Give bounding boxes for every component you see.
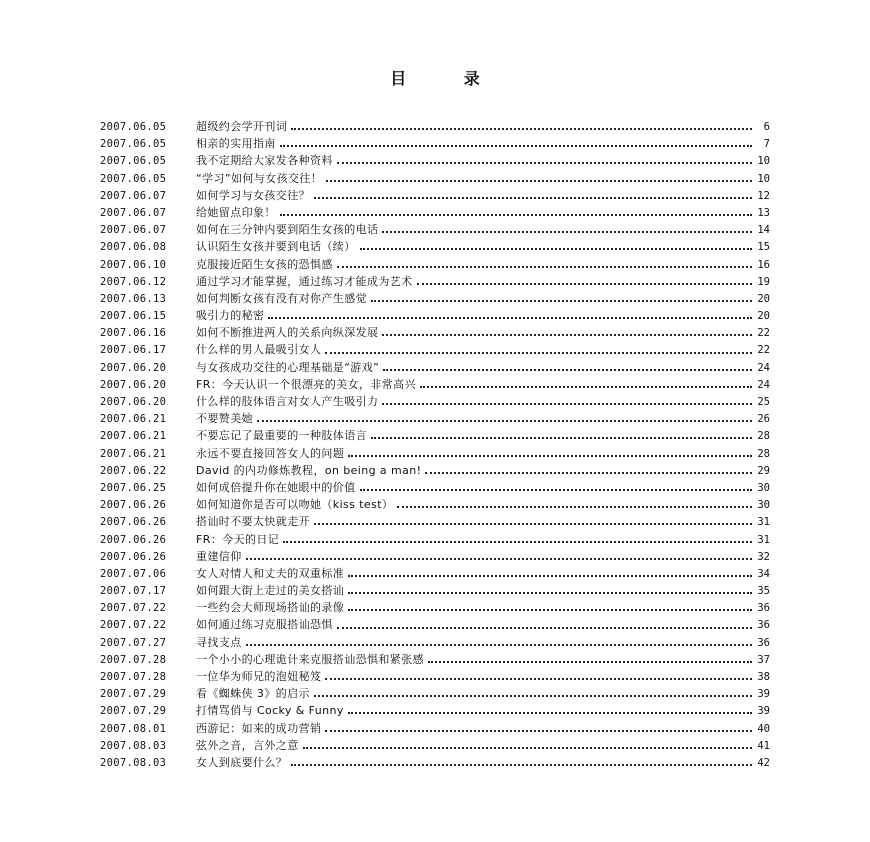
toc-entry-page-number: 12 [757, 189, 770, 202]
dot-leader [326, 171, 752, 182]
toc-entry-page-number: 31 [757, 516, 770, 529]
toc-entry-date: 2007.06.07 [100, 224, 167, 237]
dot-leader [268, 308, 752, 319]
toc-entry-title: 搭讪时不要太快就走开 [196, 515, 310, 529]
toc-entry-page-number: 10 [757, 172, 770, 185]
dot-leader [257, 411, 752, 422]
toc-entry-date: 2007.06.05 [100, 172, 167, 185]
dot-leader [382, 325, 752, 336]
toc-entry [100, 616, 770, 633]
toc-entry [100, 702, 770, 719]
toc-entry-date: 2007.06.10 [100, 258, 167, 271]
toc-entry-page-number: 6 [763, 121, 770, 133]
toc-entry [100, 754, 770, 771]
toc-entry [100, 376, 770, 393]
toc-entry-date: 2007.06.26 [100, 533, 167, 546]
toc-entry-title: 相亲的实用指南 [196, 137, 276, 151]
toc-entry-date: 2007.06.22 [100, 464, 167, 477]
dot-leader [371, 291, 752, 302]
toc-entry-title: 永远不要直接回答女人的问题 [196, 446, 345, 460]
dot-leader [425, 463, 752, 474]
toc-entry-date: 2007.06.05 [100, 138, 167, 151]
toc-entry-page-number: 28 [757, 447, 770, 460]
toc-entry [100, 256, 770, 273]
toc-entry-date: 2007.07.06 [100, 567, 167, 580]
toc-entry-page-number: 24 [757, 378, 770, 391]
toc-entry-date: 2007.06.15 [100, 310, 167, 323]
toc-entry-page-number: 38 [757, 671, 770, 683]
toc-entry-page-number: 13 [757, 206, 770, 219]
dot-leader [420, 377, 752, 388]
toc-entry-date: 2007.06.25 [100, 481, 167, 494]
toc-entry-title: 重建信仰 [196, 549, 242, 563]
toc-entry-page-number: 37 [757, 653, 770, 666]
dot-leader [325, 721, 752, 732]
toc-entry-title: 一位华为师兄的泡妞秘笈 [196, 670, 322, 683]
toc-entry-date: 2007.06.17 [100, 344, 167, 357]
dot-leader [348, 600, 752, 611]
dot-leader [337, 153, 752, 164]
toc-entry-title: 如何通过练习克服搭讪恐惧 [196, 618, 333, 632]
toc-entry-date: 2007.06.26 [100, 499, 167, 512]
dot-leader [360, 239, 752, 250]
toc-entry [100, 720, 770, 737]
dot-leader [417, 274, 752, 285]
toc-entry [100, 565, 770, 582]
dot-leader [348, 446, 752, 457]
toc-entry-title: 女人对情人和丈夫的双重标准 [196, 566, 345, 580]
toc-entry [100, 307, 770, 324]
toc-entry-title: “学习”如何与女孩交往！ [196, 171, 323, 185]
toc-entry-date: 2007.06.07 [100, 206, 167, 219]
toc-entry-page-number: 39 [757, 688, 770, 701]
toc-entry [100, 170, 770, 187]
toc-entry [100, 135, 770, 152]
toc-entry-date: 2007.06.05 [100, 121, 167, 133]
toc-entry-title: 女人到底要什么？ [196, 755, 288, 769]
toc-entry-page-number: 36 [757, 619, 770, 632]
toc-entry-page-number: 28 [757, 430, 770, 443]
toc-entry-title: 看《蜘蛛侠 3》的启示 [196, 687, 310, 701]
toc-entry-title: 什么样的男人最吸引女人 [196, 343, 322, 357]
toc-entry-date: 2007.07.28 [100, 653, 167, 666]
toc-entry [100, 273, 770, 290]
dot-leader [382, 394, 752, 405]
toc-entry-page-number: 25 [757, 396, 770, 408]
toc-entry-title: 如何跟大街上走过的美女搭讪 [196, 584, 345, 598]
dot-leader [291, 755, 752, 766]
toc-entry-page-number: 7 [763, 138, 770, 151]
toc-entry [100, 634, 770, 651]
toc-entry-date: 2007.07.22 [100, 619, 167, 632]
toc-entry-title: 给她留点印象！ [196, 205, 276, 219]
toc-entry-title: 如何在三分钟内要到陌生女孩的电话 [196, 223, 379, 237]
toc-entry [100, 651, 770, 668]
toc-entry-page-number: 20 [757, 310, 770, 323]
toc-entry-page-number: 39 [757, 705, 770, 718]
toc-entry [100, 445, 770, 462]
toc-entry-page-number: 35 [757, 585, 770, 598]
dot-leader [303, 738, 752, 749]
toc-entry-page-number: 29 [757, 464, 770, 477]
toc-entry-title: 克服接近陌生女孩的恐惧感 [196, 257, 333, 271]
toc-entry-date: 2007.06.05 [100, 155, 167, 168]
dot-leader [280, 205, 752, 216]
toc-entry-title: 弦外之音，言外之意 [196, 738, 299, 752]
toc-entry [100, 341, 770, 358]
toc-entry-page-number: 14 [757, 224, 770, 237]
toc-entry-title: 认识陌生女孩并要到电话（续） [196, 240, 356, 254]
toc-entry-page-number: 36 [757, 602, 770, 615]
toc-entry-title: FR：今天认识一个很漂亮的美女，非常高兴 [196, 377, 416, 391]
dot-leader [314, 686, 752, 697]
dot-leader [348, 566, 752, 577]
toc-entry-date: 2007.06.20 [100, 396, 167, 408]
toc-entry [100, 599, 770, 616]
toc-entry-page-number: 26 [757, 413, 770, 426]
toc-entry-date: 2007.06.26 [100, 550, 167, 563]
toc-entry-title: FR：今天的日记 [196, 532, 280, 546]
toc-entry-page-number: 42 [757, 756, 770, 769]
toc-entry [100, 118, 770, 135]
toc-entry [100, 531, 770, 548]
page-title: 目 录 [390, 69, 506, 88]
dot-leader [428, 652, 752, 663]
toc-entry-title: 如何成倍提升你在她眼中的价值 [196, 480, 356, 494]
dot-leader [291, 119, 752, 130]
toc-entry-date: 2007.06.20 [100, 361, 167, 374]
dot-leader [246, 635, 752, 646]
toc-entry [100, 187, 770, 204]
toc-entry-page-number: 31 [757, 533, 770, 546]
toc-entry-date: 2007.06.20 [100, 378, 167, 391]
toc-entry [100, 427, 770, 444]
dot-leader [360, 480, 752, 491]
toc-entry-date: 2007.07.28 [100, 671, 167, 683]
toc-entry [100, 582, 770, 599]
toc-entry-page-number: 30 [757, 481, 770, 494]
toc-entry-date: 2007.07.27 [100, 636, 167, 649]
toc-entry [100, 221, 770, 238]
toc-entry [100, 685, 770, 702]
toc-entry [100, 359, 770, 376]
toc-entry-date: 2007.08.01 [100, 722, 167, 735]
toc-entry-page-number: 32 [757, 550, 770, 563]
toc-entry-title: 与女孩成功交往的心理基础是“游戏” [196, 360, 380, 374]
toc-entry [100, 152, 770, 169]
toc-entry-title: 如何学习与女孩交往？ [196, 188, 310, 202]
toc-entry-page-number: 40 [757, 722, 770, 735]
toc-entry-date: 2007.06.21 [100, 413, 167, 426]
dot-leader [314, 188, 752, 199]
toc-entry-page-number: 10 [757, 155, 770, 168]
toc-entry-title: 不要赞美她 [196, 412, 253, 426]
toc-entry-title: 我不定期给大家发各种资料 [196, 154, 333, 168]
dot-leader [283, 532, 752, 543]
toc-entry-date: 2007.06.12 [100, 275, 167, 288]
toc-entry-date: 2007.07.29 [100, 688, 167, 701]
toc-entry-title: 超级约会学开刊词 [196, 120, 288, 133]
toc-entry-title: 西游记：如来的成功营销 [196, 721, 322, 735]
toc-entry-date: 2007.06.26 [100, 516, 167, 529]
toc-entry [100, 513, 770, 530]
toc-entry-title: 一个小小的心理诡计来克服搭讪恐惧和紧张感 [196, 652, 424, 666]
toc-entry [100, 410, 770, 427]
dot-leader [337, 618, 752, 629]
toc-entry-date: 2007.06.13 [100, 292, 167, 305]
toc-entry-page-number: 22 [757, 327, 770, 340]
toc-entry-title: 不要忘记了最重要的一种肢体语言 [196, 429, 367, 443]
toc-entry-page-number: 15 [757, 241, 770, 254]
toc-entry-title: 如何不断推进两人的关系向纵深发展 [196, 326, 379, 340]
toc-entry-date: 2007.06.21 [100, 430, 167, 443]
dot-leader [246, 549, 752, 560]
toc-entry-date: 2007.06.21 [100, 447, 167, 460]
toc-entry-title: 什么样的肢体语言对女人产生吸引力 [196, 395, 379, 408]
toc-entry-date: 2007.07.17 [100, 585, 167, 598]
toc-entry-title: 打情骂俏与 Cocky & Funny [196, 704, 344, 718]
toc-entry-date: 2007.06.08 [100, 241, 167, 254]
toc-entry-title: 吸引力的秘密 [196, 309, 265, 323]
toc-entry [100, 204, 770, 221]
dot-leader [280, 136, 752, 147]
toc-entry [100, 737, 770, 754]
dot-leader [348, 583, 752, 594]
toc-entry-title: 如何判断女孩有没有对你产生感觉 [196, 291, 367, 305]
toc-entry-page-number: 16 [757, 258, 770, 271]
toc-entry-title: David 的内功修炼教程，on being a man! [196, 463, 422, 477]
dot-leader [371, 428, 752, 439]
toc-entry-page-number: 36 [757, 636, 770, 649]
toc-entry [100, 462, 770, 479]
dot-leader [325, 669, 752, 680]
toc-entry-page-number: 24 [757, 361, 770, 374]
toc-entry [100, 479, 770, 496]
toc-entry-title: 如何知道你是否可以吻她（kiss test） [196, 498, 394, 512]
toc-entry [100, 238, 770, 255]
toc-entry-title: 寻找支点 [196, 635, 242, 649]
dot-leader [337, 257, 752, 268]
toc-entry-page-number: 20 [757, 292, 770, 305]
toc-entry [100, 668, 770, 685]
dot-leader [397, 497, 752, 508]
toc-entry-page-number: 19 [757, 275, 770, 288]
table-of-contents [100, 118, 770, 771]
toc-entry-title: 一些约会大师现场搭讪的录像 [196, 601, 345, 615]
toc-entry-date: 2007.06.16 [100, 327, 167, 340]
toc-entry-page-number: 30 [757, 499, 770, 512]
toc-entry-page-number: 34 [757, 567, 770, 580]
dot-leader [383, 360, 752, 371]
toc-entry-date: 2007.08.03 [100, 756, 167, 769]
toc-entry [100, 393, 770, 410]
toc-entry-date: 2007.07.29 [100, 705, 167, 718]
dot-leader [382, 222, 752, 233]
dot-leader [348, 703, 752, 714]
toc-entry-page-number: 41 [757, 739, 770, 752]
toc-entry [100, 548, 770, 565]
toc-entry [100, 290, 770, 307]
toc-entry-date: 2007.08.03 [100, 739, 167, 752]
toc-entry [100, 496, 770, 513]
toc-entry [100, 324, 770, 341]
dot-leader [325, 343, 752, 354]
toc-entry-date: 2007.06.07 [100, 189, 167, 202]
toc-entry-page-number: 22 [757, 344, 770, 357]
toc-entry-date: 2007.07.22 [100, 602, 167, 615]
toc-entry-title: 通过学习才能掌握，通过练习才能成为艺术 [196, 274, 413, 288]
dot-leader [314, 514, 752, 525]
